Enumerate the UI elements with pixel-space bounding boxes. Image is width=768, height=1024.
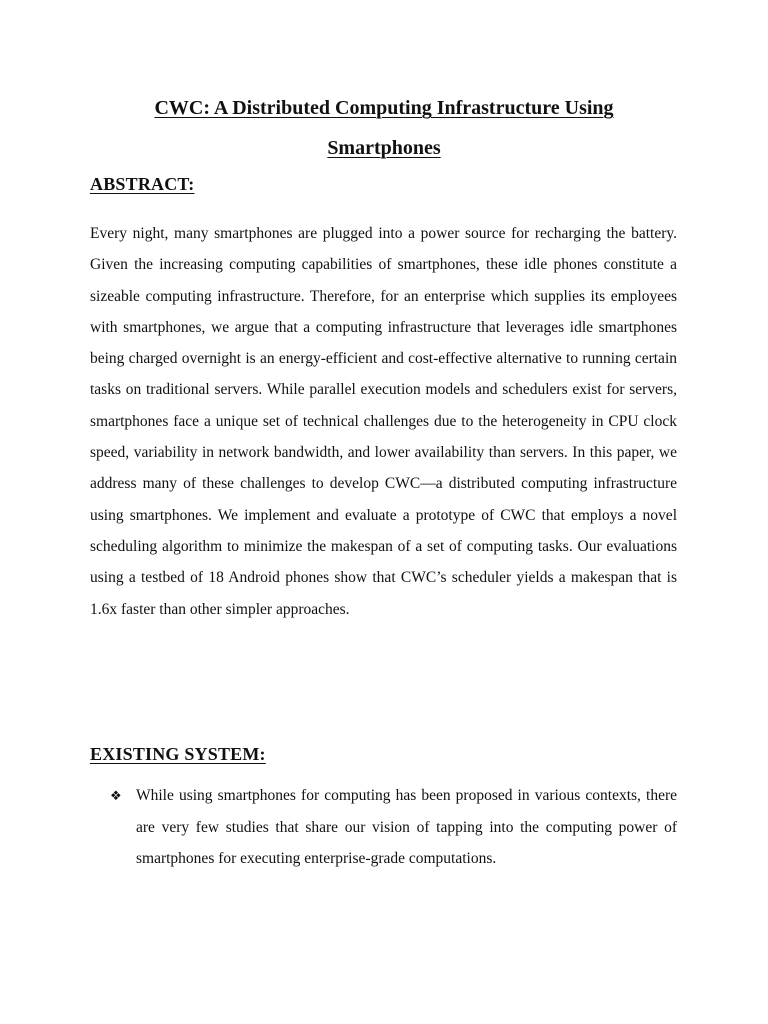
existing-system-list <box>110 780 677 875</box>
title-line-2: Smartphones <box>327 137 441 159</box>
abstract-paragraph: Every night, many smartphones are plugged into a power source for recharging the battery. Given the increasing computing capabilities of smartphones, these idle phones constitute a sizeable computing infrastructure. Therefore, for an enterprise which supplies its employees with smartphones, we argue that a computing infrastructure that leverages idle smartphones being charged overnight is an energy-efficient and cost-effective alternative to running certain tasks on traditional servers. While parallel execution models and schedulers exist for servers, smartphones face a unique set of technical challenges due to the heterogeneity in CPU clock speed, variability in network bandwidth, and lower availability than servers. In this paper, we address many of these challenges to develop CWC—a distributed computing infrastructure using smartphones. We implement and evaluate a prototype of CWC that employs a novel scheduling algorithm to minimize the makespan of a set of computing tasks. Our evaluations using a testbed of 18 Android phones show that CWC’s scheduler yields a makespan that is 1.6x faster than other simpler approaches. <box>90 225 677 618</box>
list-item <box>110 780 677 875</box>
document-title <box>80 88 688 168</box>
abstract-heading: ABSTRACT: <box>90 174 195 194</box>
diamond-bullet-icon: ❖ <box>110 788 122 803</box>
title-line-1: CWC: A Distributed Computing Infrastructure Using <box>154 97 614 119</box>
bullet-text: While using smartphones for computing has been proposed in various contexts, there are very few studies that share our vision of tapping into the computing power of smartphones for executing enterprise-grade computations. <box>136 787 677 867</box>
existing-system-heading: EXISTING SYSTEM: <box>90 744 266 764</box>
